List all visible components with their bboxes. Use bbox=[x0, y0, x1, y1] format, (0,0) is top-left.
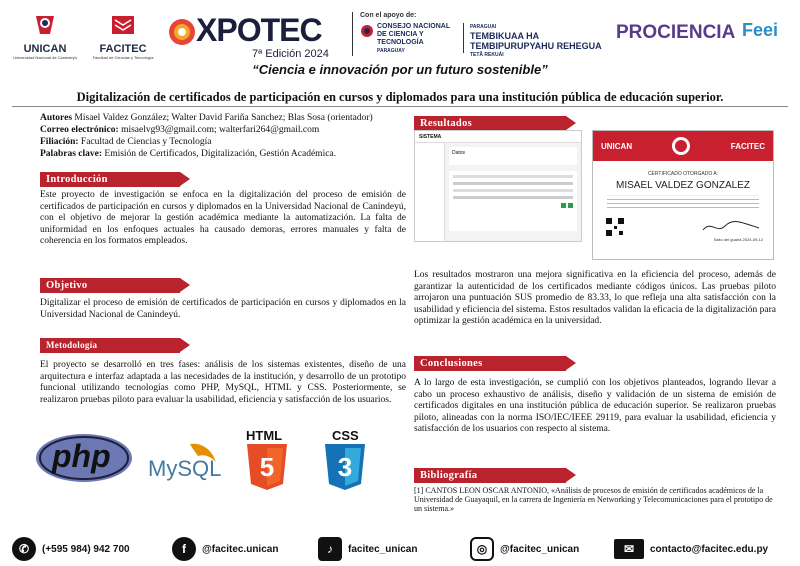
introduccion-body: Este proyecto de investigación se enfoca en la digitalización del proceso de emisión de certificados de participación en cursos y diplomados en la Universidad Nacional de Canindeyú, con el objetivo de mejorar la gestión académica mediante la automatización. La falta de uniformidad en los enfoques actuales ha causado demoras, errores manuales y falta de coherencia en los formatos empleados. bbox=[40, 190, 406, 247]
prociencia-word: PROCIENCIA bbox=[616, 22, 736, 43]
resultados-heading: Resultados bbox=[414, 116, 566, 131]
certificate-image bbox=[592, 130, 774, 260]
footer-facebook-label: @facitec.unican bbox=[202, 543, 279, 555]
expotec-e-icon bbox=[168, 16, 196, 48]
cert-facitec: FACITEC bbox=[730, 141, 765, 151]
resultados-body: Los resultados mostraron una mejora significativa en la eficiencia del proceso, además de garantizar la autenticidad de los certificados mediante códigos únicos. Las pruebas piloto arrojaron una puntuación SUS promedio de 83.33, lo que refleja una alta satisfacción con la usabilidad y eficiencia del sistema. Estos resultados validan la eficacia de la digitalización para optimizar la gestión académica en la universidad. bbox=[414, 270, 776, 327]
conclusiones-body: A lo largo de esta investigación, se cumplió con los objetivos planteados, logrando llevar a cabo un proceso exhaustivo de análisis, diseño y validación de un sistema de emisión de certificados digitales en una institución pública de educación superior. Se realizaron pruebas piloto, alineadas con la norma ISO/IEC/IEEE 29119, para evaluar la usabilidad, eficiencia y satisfacción de los usuarios con respecto al sistema. bbox=[414, 378, 776, 435]
filiacion-value: Facultad de Ciencias y Tecnología bbox=[78, 137, 212, 147]
facebook-icon: f bbox=[172, 537, 196, 561]
footer-facebook[interactable] bbox=[172, 538, 278, 560]
support-divider bbox=[463, 23, 464, 53]
tembi-top: PARAGUAI bbox=[469, 24, 497, 30]
bibliografia-body: [1] CANTOS LEON OSCAR ANTONIO, «Análisis de procesos de emisión de certificados académicos de la Universidad de Guayaquil, en la carrera de Ingeniería en Networking y Telecomunicaciones para el prototipo de un sistema.» bbox=[414, 486, 773, 513]
authors-label: Autores bbox=[40, 113, 73, 123]
header bbox=[0, 0, 800, 90]
cert-date: Salto del guairá 2024-09-12 bbox=[713, 237, 763, 242]
bibliografia-heading: Bibliografía bbox=[414, 468, 566, 483]
poster-title: Digitalización de certificados de participación en cursos y diplomados para una institución pública de educación superior. bbox=[76, 90, 724, 104]
whatsapp-icon: ✆ bbox=[12, 537, 36, 561]
system-screenshot bbox=[414, 130, 582, 242]
mysql-logo bbox=[146, 440, 224, 486]
slogan: “Ciencia e innovación por un futuro sostenible” bbox=[252, 62, 548, 77]
footer-tiktok[interactable] bbox=[318, 538, 417, 560]
conacyt-name: CONSEJO NACIONAL DE CIENCIA Y TECNOLOGÍA bbox=[377, 23, 450, 46]
tembi-line-3: TETÃ REKUÁI bbox=[469, 52, 504, 58]
qr-code-icon bbox=[605, 217, 625, 237]
certificate-header bbox=[593, 131, 773, 161]
conacyt-logo bbox=[360, 23, 457, 59]
footer-instagram-label: @facitec_unican bbox=[500, 543, 580, 555]
feei-logo: Feei bbox=[742, 20, 779, 40]
tiktok-icon: ♪ bbox=[318, 537, 342, 561]
conclusiones-heading: Conclusiones bbox=[414, 356, 566, 371]
system-topbar: SISTEMA bbox=[415, 131, 581, 143]
support-label: Con el apoyo de: bbox=[360, 12, 417, 19]
filiacion-label: Filiación: bbox=[40, 137, 79, 147]
keywords-label: Palabras clave: bbox=[40, 149, 103, 159]
authors-value: Misael Valdez González; Walter David Fariña Sanchez; Blas Sosa (orientador) bbox=[72, 113, 373, 123]
unican-emblem-icon bbox=[10, 12, 80, 38]
system-section: Datos bbox=[449, 147, 577, 165]
instagram-icon: ◎ bbox=[470, 537, 494, 561]
metodologia-body: El proyecto se desarrolló en tres fases: análisis de los sistemas existentes, diseño de una arquitectura e interfaz adaptada a las necesidades de la institución, y desarrollo de un prototipo funcional utilizando tecnologías como PHP, MySQL, HTML y CSS. Posteriormente, se realizaron pruebas piloto para evaluar la usabilidad, eficiencia y satisfacción de los usuarios. bbox=[40, 360, 406, 405]
cert-name: MISAEL VALDEZ GONZALEZ bbox=[616, 180, 750, 191]
footer-email-label: contacto@facitec.edu.py bbox=[650, 543, 769, 555]
facitec-logo bbox=[88, 12, 158, 60]
facitec-emblem-icon bbox=[88, 12, 158, 38]
php-logo bbox=[34, 432, 134, 484]
conacyt-country: PARAGUAY bbox=[377, 48, 405, 54]
conacyt-icon bbox=[360, 23, 374, 45]
expotec-word: XPOTEC bbox=[196, 12, 322, 48]
unican-name: UNICAN bbox=[23, 43, 67, 55]
html-label: HTML bbox=[246, 428, 283, 443]
metodologia-heading: Metodología bbox=[40, 338, 180, 353]
unican-sub: Universidad Nacional de Canindeyú bbox=[13, 55, 77, 60]
tembi-line-1: TEMBIKUAA HA bbox=[469, 31, 540, 41]
tembi-logo bbox=[470, 23, 615, 59]
footer-tiktok-label: facitec_unican bbox=[348, 543, 418, 555]
svg-text:5: 5 bbox=[259, 452, 275, 482]
expotec-logo bbox=[168, 10, 348, 60]
authors-block bbox=[40, 112, 410, 160]
tembi-line-2: TEMBIPURUPYAHU REHEGUA bbox=[469, 41, 602, 51]
keywords-value: Emisión de Certificados, Digitalización, Gestión Académica. bbox=[102, 149, 337, 159]
support-logos bbox=[360, 12, 615, 60]
footer-phone[interactable] bbox=[12, 538, 130, 560]
html5-shield-icon bbox=[244, 444, 290, 490]
seal-icon bbox=[671, 136, 691, 156]
system-table bbox=[449, 171, 577, 231]
footer-phone-label: (+595 984) 942 700 bbox=[42, 543, 130, 555]
mysql-label: MySQL bbox=[148, 456, 222, 481]
html-logo bbox=[244, 428, 294, 490]
facitec-name: FACITEC bbox=[99, 43, 147, 55]
objetivo-heading: Objetivo bbox=[40, 278, 180, 293]
footer-instagram[interactable] bbox=[470, 538, 579, 560]
css-logo bbox=[322, 428, 372, 490]
introduccion-heading: Introducción bbox=[40, 172, 180, 187]
cert-title: CERTIFICADO OTORGADO A: bbox=[647, 171, 719, 177]
signature-icon bbox=[701, 220, 761, 234]
title-divider bbox=[12, 106, 788, 107]
email-value[interactable]: misaelvg93@gmail.com; walterfari264@gmail.com bbox=[118, 125, 320, 135]
footer bbox=[0, 532, 800, 566]
unican-logo bbox=[10, 12, 80, 60]
cert-unican: UNICAN bbox=[601, 141, 633, 151]
css3-shield-icon bbox=[322, 444, 368, 490]
objetivo-body: Digitalizar el proceso de emisión de certificados de participación en cursos y diplomados en la Universidad Nacional de Canindeyú. bbox=[40, 298, 406, 320]
footer-email[interactable] bbox=[614, 538, 768, 560]
php-label: php bbox=[52, 438, 111, 474]
prociencia-logo bbox=[616, 22, 734, 52]
system-sidebar bbox=[415, 143, 445, 241]
facitec-sub: Facultad de Ciencias y Tecnología bbox=[92, 55, 154, 60]
envelope-icon: ✉ bbox=[614, 539, 644, 559]
email-label: Correo electrónico: bbox=[40, 125, 119, 135]
css-label: CSS bbox=[332, 428, 359, 443]
svg-text:3: 3 bbox=[337, 452, 353, 482]
header-divider bbox=[352, 12, 353, 56]
expotec-edition: 7ª Edición 2024 bbox=[252, 48, 329, 60]
cert-text-lines bbox=[607, 195, 759, 209]
